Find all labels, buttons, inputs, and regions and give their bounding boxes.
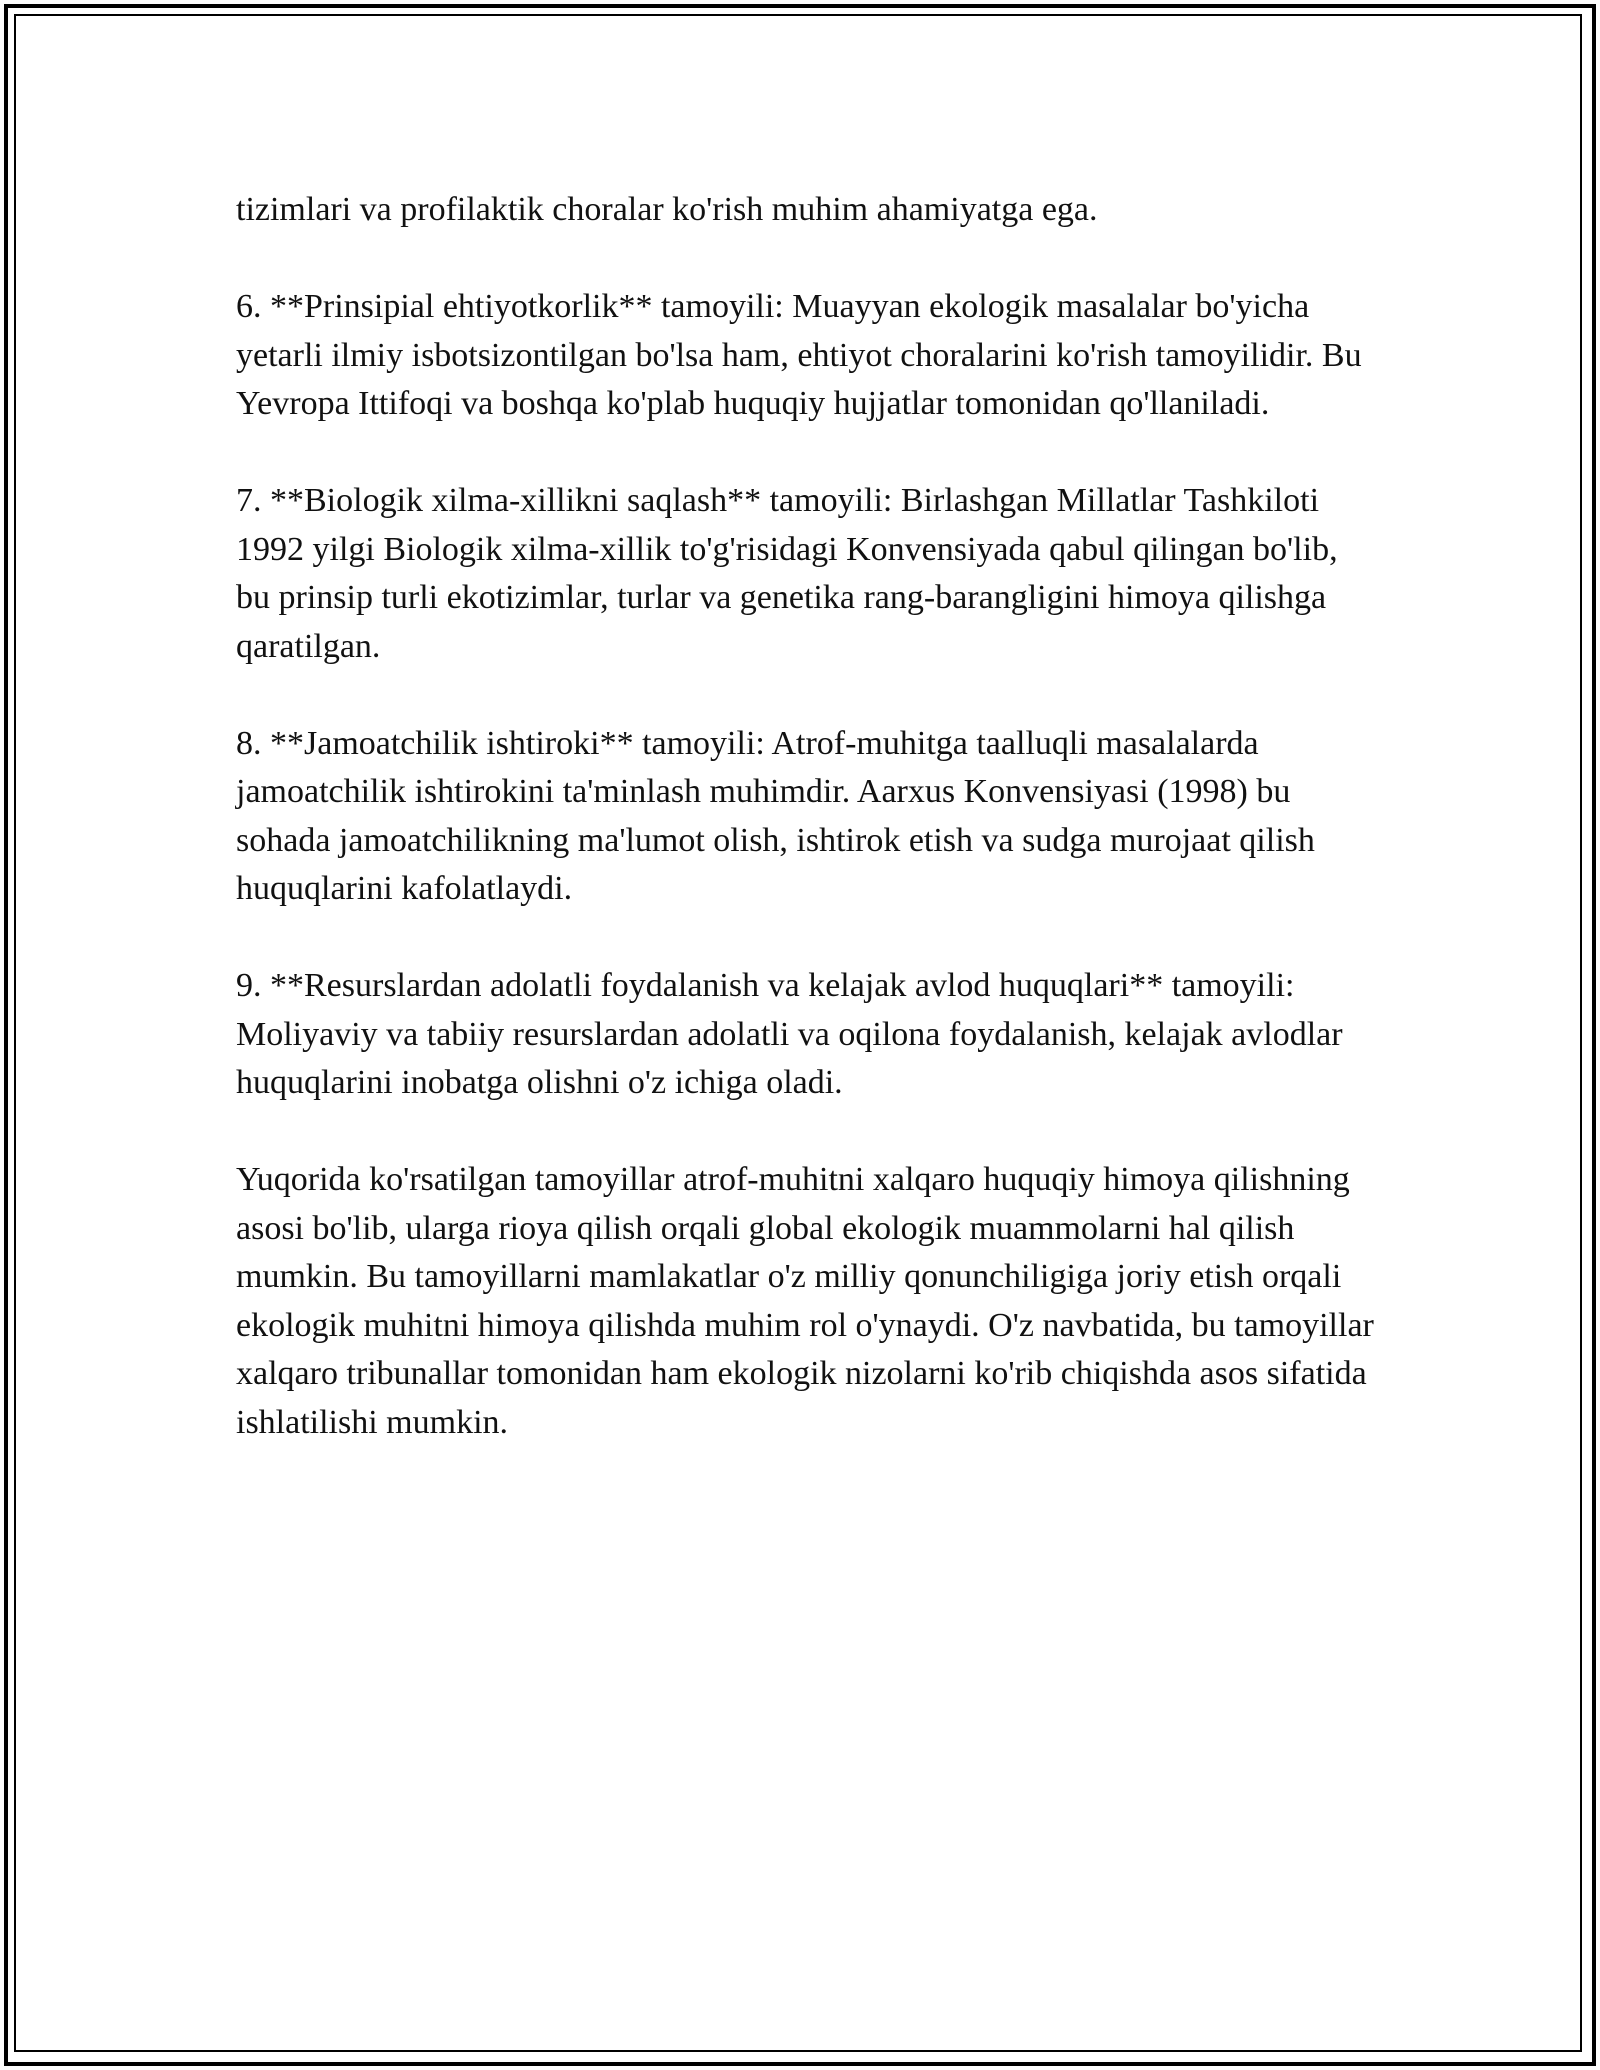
paragraph-principle-6: 6. **Prinsipial ehtiyotkorlik** tamoyili: Muayyan ekologik masalalar bo'yicha yetarli ilmiy isbotsizontilgan bo'lsa ham, ehtiyot choralarini ko'rish tamoyilidir. Bu Yevropa Ittifoqi va boshqa ko'plab huquqiy hujjatlar tomonidan qo'llaniladi. [236, 288, 1362, 422]
document-body [236, 186, 1376, 1447]
paragraph-principle-9: 9. **Resurslardan adolatli foydalanish va kelajak avlod huquqlari** tamoyili: Moliyaviy va tabiiy resurslardan adolatli va oqilona foydalanish, kelajak avlodlar huquqlarini inobatga olishni o'z ichiga oladi. [236, 967, 1343, 1101]
paragraph-continuation: tizimlari va profilaktik choralar ko'rish muhim ahamiyatga ega. [236, 191, 1098, 228]
paragraph-conclusion: Yuqorida ko'rsatilgan tamoyillar atrof-muhitni xalqaro huquqiy himoya qilishning asosi bo'lib, ularga rioya qilish orqali global ekologik muammolarni hal qilish mumkin. Bu tamoyillarni mamlakatlar o'z milliy qonunchiligiga joriy etish orqali ekologik muhitni himoya qilishda muhim rol o'ynaydi. O'z navbatida, bu tamoyillar xalqaro tribunallar tomonidan ham ekologik nizolarni ko'rib chiqishda asos sifatida ishlatilishi mumkin. [236, 1161, 1374, 1441]
paragraph-principle-7: 7. **Biologik xilma-xillikni saqlash** tamoyili: Birlashgan Millatlar Tashkiloti 1992 yilgi Biologik xilma-xillik to'g'risidagi Konvensiyada qabul qilingan bo'lib, bu prinsip turli ekotizimlar, turlar va genetika rang-barangligini himoya qilishga qaratilgan. [236, 482, 1338, 665]
paragraph-principle-8: 8. **Jamoatchilik ishtiroki** tamoyili: Atrof-muhitga taalluqli masalalarda jamoatchilik ishtirokini ta'minlash muhimdir. Aarxus Konvensiyasi (1998) bu sohada jamoatchilikning ma'lumot olish, ishtirok etish va sudga murojaat qilish huquqlarini kafolatlaydi. [236, 724, 1315, 907]
